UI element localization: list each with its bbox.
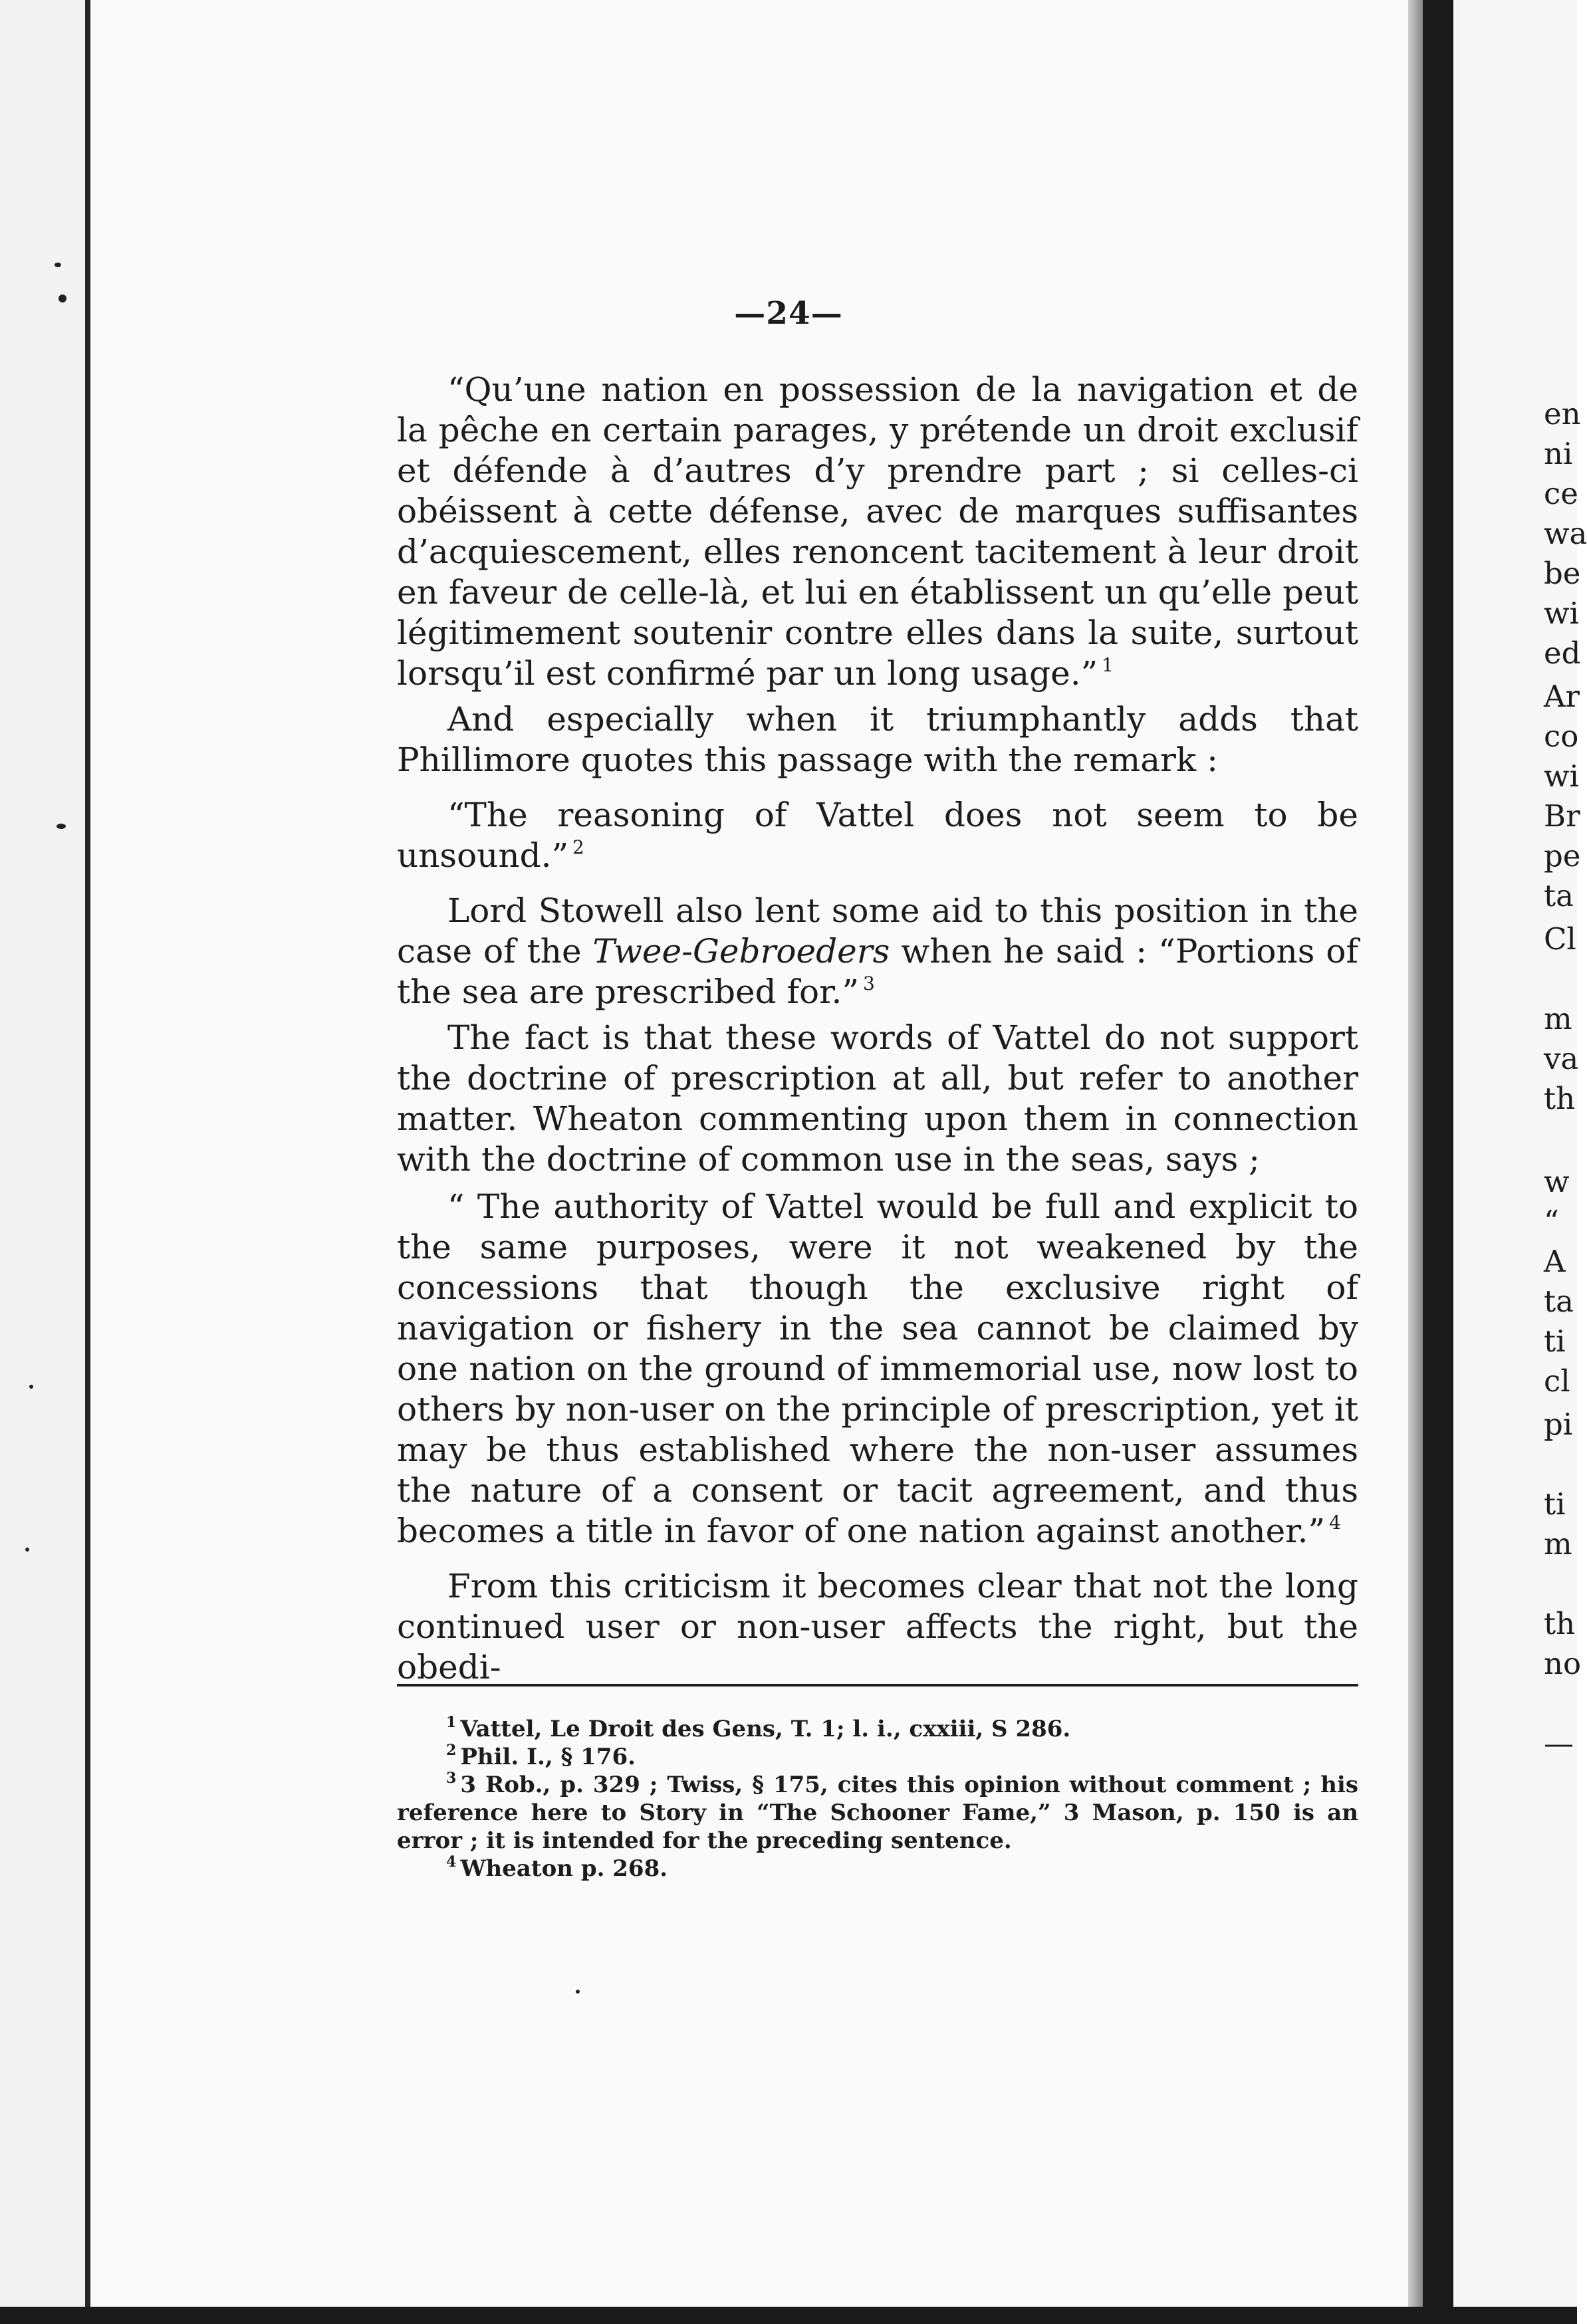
scan-speck xyxy=(576,1990,580,1994)
page-number: —24— xyxy=(734,295,843,332)
facing-page-fragment: be xyxy=(1544,556,1581,591)
scan-speck xyxy=(57,824,66,829)
quote-text: “The reasoning of Vattel does not seem to be unsound.” xyxy=(397,796,1358,875)
facing-page-fragment: m xyxy=(1544,1526,1572,1562)
scan-speck xyxy=(55,263,61,267)
quote-paragraph xyxy=(397,1187,1358,1552)
scan-left-margin xyxy=(0,0,86,2324)
footnote-mark: 1 xyxy=(446,1714,457,1731)
facing-page-fragment: w xyxy=(1544,1164,1570,1199)
facing-page-fragment: ta xyxy=(1544,1284,1574,1319)
paragraph-text: when he said : “Portions of the sea are prescribed for.” xyxy=(397,932,1358,1011)
footnote xyxy=(397,1743,1358,1771)
facing-page-fragment: co xyxy=(1544,719,1579,754)
paragraph xyxy=(397,891,1358,1012)
paragraph: The fact is that these words of Vattel do not support the doctrine of prescription at all, but refer to another matter. Wheaton commenting upon them in connection with the doctrine of common use in the seas, says ; xyxy=(397,1018,1358,1179)
book-gutter xyxy=(1423,0,1453,2324)
facing-page-fragment: ti xyxy=(1544,1324,1566,1359)
facing-page-fragment: Ar xyxy=(1544,679,1580,714)
facing-page-fragment: Cl xyxy=(1544,921,1576,957)
footnote-ref: 4 xyxy=(1329,1512,1341,1534)
paragraph: And especially when it triumphantly adds that Phillimore quotes this passage with the remark : xyxy=(397,700,1358,779)
scan-speck xyxy=(25,1548,29,1552)
facing-page-fragment: wa xyxy=(1544,516,1587,551)
facing-page-fragment: — xyxy=(1544,1726,1574,1761)
footnote-ref: 3 xyxy=(862,973,875,994)
facing-page-fragment: ta xyxy=(1544,878,1574,913)
facing-page-fragment: “ xyxy=(1544,1204,1560,1239)
facing-page-fragment: ni xyxy=(1544,436,1573,471)
facing-page-fragment: no xyxy=(1544,1646,1582,1681)
quote-text: “ The authority of Vattel would be full and explicit to the same purposes, were it not weakened by the concessions that though the exclusive right of navigation or fishery in the sea cannot be claimed by one nation on the ground of immemorial use, now lost to others by non-user on the principle of prescription, yet it may be thus established where the non-user assumes the nature of a consent or tacit agreement, and thus becomes a title in favor of one nation against another.” xyxy=(397,1187,1358,1550)
scan-speck xyxy=(29,1385,33,1389)
paragraph-text: Lord Stowell also lent some aid to this position in the case of the xyxy=(397,891,1358,971)
case-name: Twee-Gebroeders xyxy=(592,932,890,971)
facing-page-fragment: ed xyxy=(1544,636,1581,671)
footnote-mark: 3 xyxy=(446,1770,457,1787)
quote-paragraph-french xyxy=(397,370,1358,694)
facing-page-fragment: pe xyxy=(1544,838,1581,873)
facing-page xyxy=(1453,0,1587,2307)
paragraph: From this criticism it becomes clear that not the long continued user or non-user affects the right, but the obedi- xyxy=(397,1567,1358,1686)
facing-page-fragment: wi xyxy=(1544,758,1579,794)
footnote xyxy=(397,1771,1358,1855)
facing-page-fragment: va xyxy=(1544,1041,1579,1076)
footnote-ref: 2 xyxy=(572,836,584,858)
footnotes xyxy=(397,1715,1358,1883)
footnote-text: Vattel, Le Droit des Gens, T. 1; l. i., cxxiii, S 286. xyxy=(460,1716,1071,1742)
body-text xyxy=(397,370,1358,1688)
footnote-mark: 4 xyxy=(446,1853,457,1871)
footnote-ref: 1 xyxy=(1102,654,1114,676)
facing-page-fragment: ce xyxy=(1544,476,1578,511)
facing-page-fragment: wi xyxy=(1544,596,1579,631)
facing-page-fragment: A xyxy=(1544,1244,1566,1279)
facing-page-fragment: m xyxy=(1544,1001,1572,1036)
footnote-text: Wheaton p. 268. xyxy=(460,1855,668,1882)
facing-page-fragment: th xyxy=(1544,1606,1576,1641)
footnote xyxy=(397,1715,1358,1743)
quote-text: “Qu’une nation en possession de la navigation et de la pêche en certain parages, y prétende un droit exclusif et défende à d’autres d’y prendre part ; si celles-ci obéissent à cette défense, avec de marques suffisantes d’acquiescement, elles renoncent tacitement à leur droit en faveur de celle-là, et lui en établissent un qu’elle peut légitimement soutenir contre elles dans la suite, surtout lorsqu’il est confirmé par un long usage.” xyxy=(397,370,1358,693)
facing-page-fragment: en xyxy=(1544,396,1581,431)
footnote xyxy=(397,1855,1358,1883)
facing-page-fragment: pi xyxy=(1544,1407,1573,1442)
footnote-mark: 2 xyxy=(446,1742,457,1759)
scan-left-edge xyxy=(85,0,90,2324)
facing-page-fragment: Br xyxy=(1544,798,1580,834)
quote-paragraph xyxy=(397,795,1358,876)
footnote-text: Phil. I., § 176. xyxy=(460,1744,636,1770)
facing-page-fragment: th xyxy=(1544,1081,1576,1116)
footnote-divider xyxy=(397,1684,1358,1686)
facing-page-fragment: ti xyxy=(1544,1486,1566,1522)
footnote-text: 3 Rob., p. 329 ; Twiss, § 175, cites this opinion without comment ; his reference here to Story in “The Schooner Fame,” 3 Mason, p. 150 is an error ; it is intended for the preceding sentence. xyxy=(397,1772,1358,1854)
facing-page-fragment: cl xyxy=(1544,1363,1570,1399)
scan-bottom-edge xyxy=(0,2307,1577,2324)
